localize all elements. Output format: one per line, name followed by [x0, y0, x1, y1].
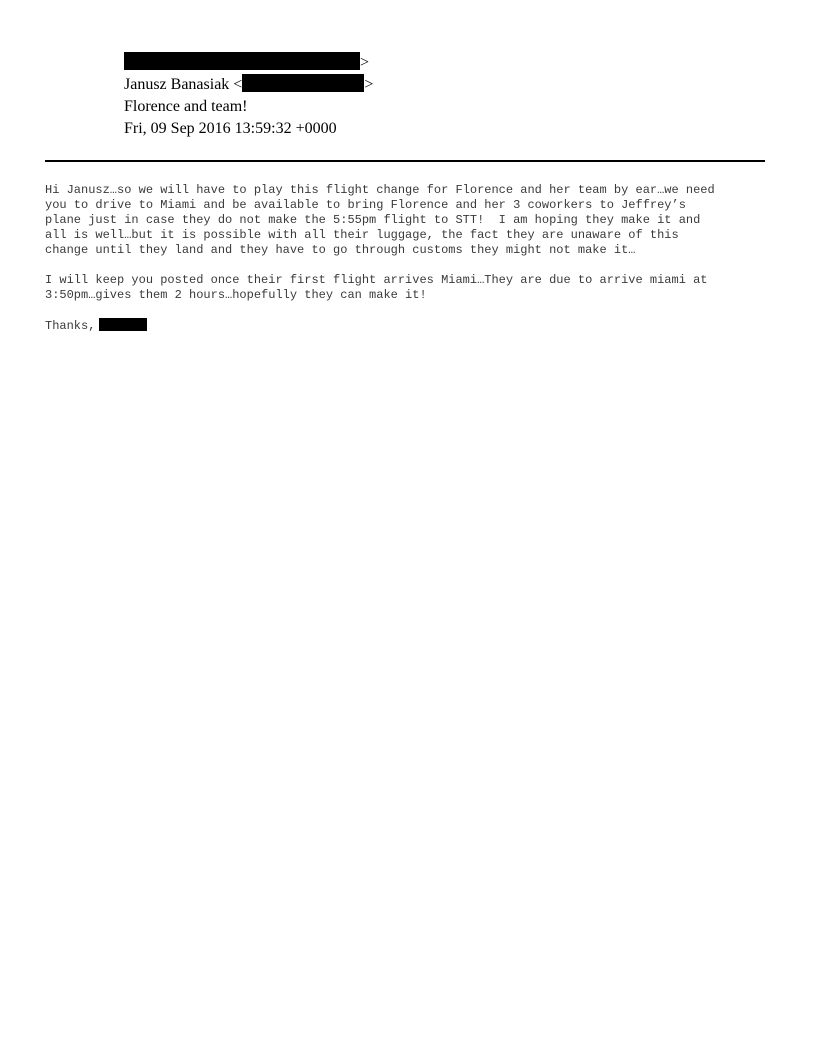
date-value: Fri, 09 Sep 2016 13:59:32 +0000 [124, 120, 337, 137]
header-divider [45, 160, 765, 162]
body-line: I will keep you posted once their first flight arrives Miami…They are due to arrive miami at [45, 273, 708, 287]
body-line: plane just in case they do not make the 5:55pm flight to STT! I am hoping they make it and [45, 213, 701, 227]
body-line: you to drive to Miami and be available to bring Florence and her 3 coworkers to Jeffrey’s [45, 198, 686, 212]
to-value [124, 74, 373, 96]
to-suffix: > [364, 76, 374, 93]
signature-line [45, 318, 785, 334]
body-line: 3:50pm…gives them 2 hours…hopefully they can make it! [45, 288, 427, 302]
body-line: Hi Janusz…so we will have to play this flight change for Florence and her team by ear…we need [45, 183, 715, 197]
from-address-redaction [124, 52, 360, 70]
closing-text: Thanks, [45, 319, 96, 333]
signature-redaction [99, 318, 147, 331]
email-body [45, 183, 785, 349]
body-paragraph-1 [45, 183, 785, 258]
body-line: change until they land and they have to go through customs they might not make it… [45, 243, 636, 257]
to-address-redaction [242, 74, 364, 92]
subject-value: Florence and team! [124, 98, 248, 115]
body-paragraph-2 [45, 273, 785, 303]
body-line: all is well…but it is possible with all their luggage, the fact they are unaware of this [45, 228, 679, 242]
to-name: Janusz Banasiak < [124, 76, 243, 93]
from-value [124, 52, 369, 74]
from-suffix: > [360, 54, 370, 71]
